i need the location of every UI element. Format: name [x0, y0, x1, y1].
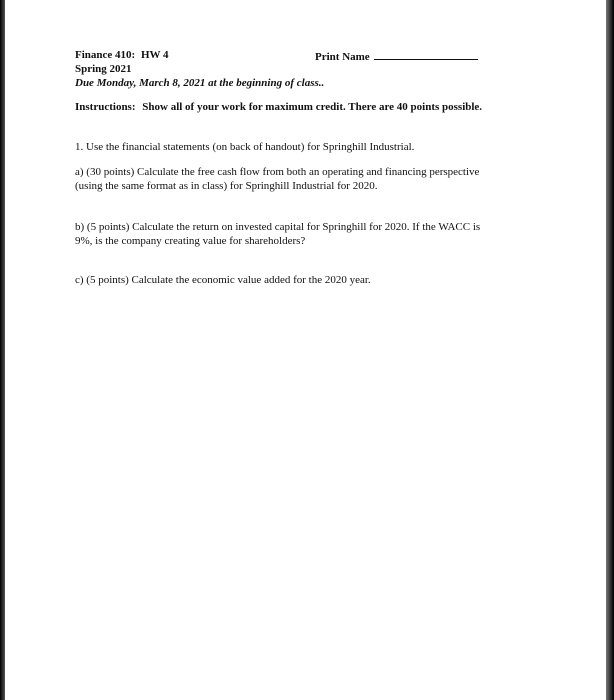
document-page: [5, 0, 606, 700]
question-1a-line-2: (using the same format as in class) for Springhill Industrial for 2020.: [75, 180, 378, 192]
question-1a: [75, 165, 479, 193]
term-label: Spring 2021: [75, 63, 132, 75]
course-label: Finance 410:: [75, 49, 136, 61]
instructions: [75, 101, 482, 113]
print-name-line: [374, 49, 478, 60]
question-1c: c) (5 points) Calculate the economic value added for the 2020 year.: [75, 274, 371, 286]
course-title: [75, 49, 169, 61]
question-1b: [75, 220, 480, 248]
homework-label: HW 4: [140, 49, 169, 61]
instructions-label: Instructions:: [75, 101, 136, 113]
print-name-field: [315, 49, 478, 63]
print-name-label: Print Name: [315, 51, 370, 63]
instructions-text: Show all of your work for maximum credit. There are 40 points possible.: [142, 101, 483, 113]
question-1: 1. Use the financial statements (on back of handout) for Springhill Industrial.: [75, 141, 415, 153]
question-1a-line-1: a) (30 points) Calculate the free cash flow from both an operating and financing perspective: [75, 166, 480, 178]
due-date: Due Monday, March 8, 2021 at the beginning of class..: [75, 77, 325, 89]
scan-border-right: [606, 0, 614, 700]
question-1b-line-1: b) (5 points) Calculate the return on invested capital for Springhill for 2020. If the WACC is: [75, 221, 481, 233]
question-1b-line-2: 9%, is the company creating value for shareholders?: [75, 235, 306, 247]
